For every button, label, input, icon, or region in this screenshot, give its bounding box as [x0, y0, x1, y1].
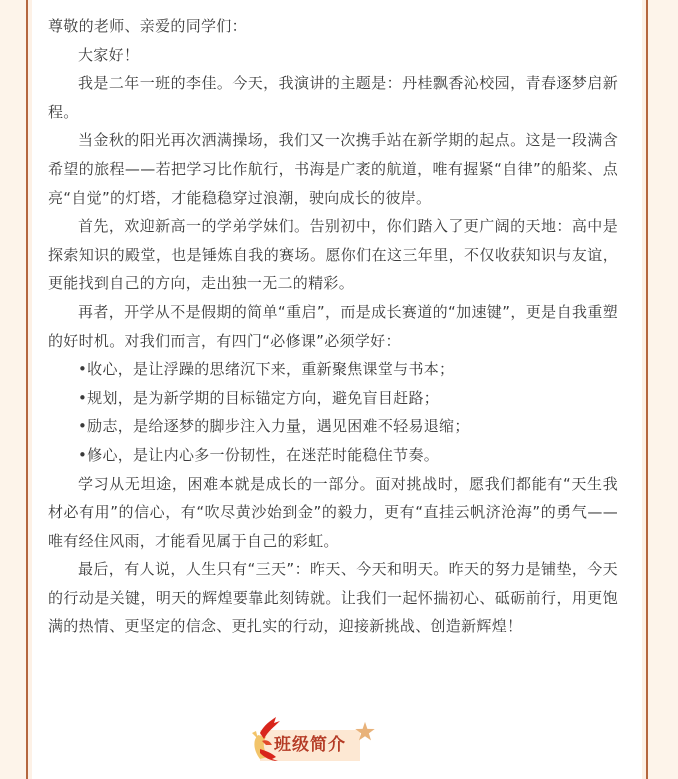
paragraph-conclusion: 最后，有人说，人生只有“三天”：昨天、今天和明天。昨天的努力是铺垫，今天的行动是关键，明天的辉煌要靠此刻铸就。让我们一起怀揣初心、砥砺前行，用更饱满的热情、更坚定的信念、更扎实的行动，迎接新挑战、创造新辉煌！: [48, 560, 618, 636]
paragraph-courses: 再者，开学从不是假期的简单“重启”，而是成长赛道的“加速键”，更是自我重塑的好时机。对我们而言，有四门“必修课”必须学好：: [48, 302, 618, 350]
right-inner-strip: [642, 0, 646, 779]
salutation: 尊敬的老师、亲爱的同学们：: [48, 17, 247, 35]
section-title-banner: [248, 713, 382, 763]
paragraph-greeting: 大家好！: [78, 45, 140, 64]
right-border-line: [646, 0, 648, 779]
star-icon: [354, 721, 376, 743]
content-panel: [32, 0, 642, 779]
paragraph-autumn: 当金秋的阳光再次洒满操场，我们又一次携手站在新学期的起点。这是一段满含希望的旅程——若把学习比作航行，书海是广袤的航道，唯有握紧“自律”的船桨、点亮“自觉”的灯塔，才能稳稳穿过浪潮，驶向成长的彼岸。: [48, 131, 618, 207]
paragraph-intro: 我是二年一班的李佳。今天，我演讲的主题是：丹桂飘香沁校园，青春逐梦启新程。: [48, 74, 618, 121]
bullet-item: •励志，是给逐梦的脚步注入力量，遇见困难不轻易退缩；: [78, 417, 470, 436]
speech-article: [48, 12, 618, 641]
section-title: 班级简介: [274, 735, 346, 755]
bullet-item: •规划，是为新学期的目标锚定方向，避免盲目赶路；: [78, 388, 440, 407]
paragraph-challenges: 学习从无坦途，困难本就是成长的一部分。面对挑战时，愿我们都能有“天生我材必有用”的信心，有“吹尽黄沙始到金”的毅力，更有“直挂云帆济沧海”的勇气——唯有经住风雨，才能看见属于自己的彩虹。: [48, 474, 618, 550]
bullet-item: •收心，是让浮躁的思绪沉下来，重新聚焦课堂与书本；: [78, 360, 455, 379]
bullet-item: •修心，是让内心多一份韧性，在迷茫时能稳住节奏。: [78, 445, 440, 464]
paragraph-welcome: 首先，欢迎新高一的学弟学妹们。告别初中，你们踏入了更广阔的天地：高中是探索知识的殿堂，也是锤炼自我的赛场。愿你们在这三年里，不仅收获知识与友谊，更能找到自己的方向，走出独一无二的精彩。: [48, 217, 618, 293]
